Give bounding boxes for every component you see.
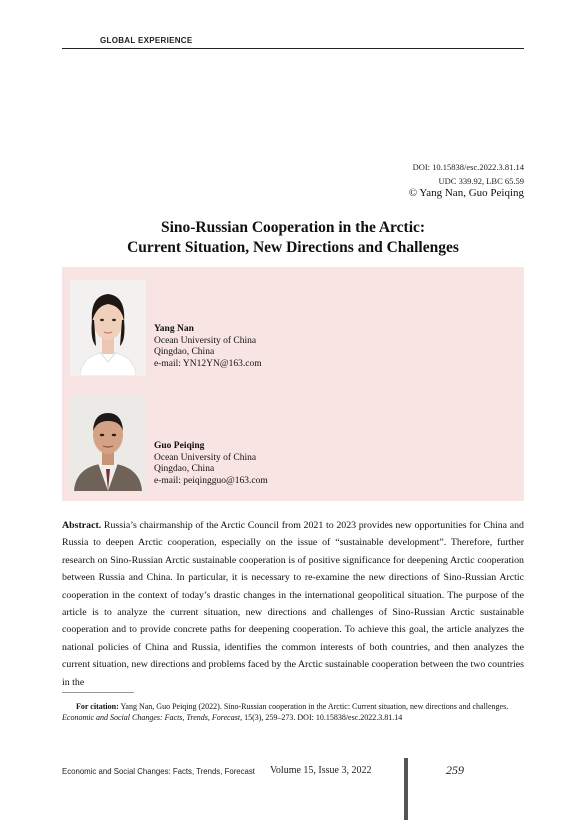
footer-bar bbox=[404, 758, 408, 820]
author-affiliation: Ocean University of China bbox=[154, 335, 257, 346]
page-number: 259 bbox=[446, 763, 464, 777]
section-label: GLOBAL EXPERIENCE bbox=[100, 36, 193, 45]
title-line-1: Sino-Russian Cooperation in the Arctic: bbox=[160, 219, 426, 236]
abstract bbox=[62, 517, 524, 691]
author-email[interactable]: e-mail: peiqingguo@163.com bbox=[154, 475, 268, 486]
title-line-2: Current Situation, New Directions and Challenges bbox=[127, 239, 459, 256]
citation bbox=[62, 701, 524, 723]
copyright: © Yang Nan, Guo Peiqing bbox=[408, 187, 524, 199]
header-divider bbox=[62, 48, 524, 49]
author-name: Guo Peiqing bbox=[154, 441, 205, 451]
author-email[interactable]: e-mail: YN12YN@163.com bbox=[154, 358, 262, 369]
author-photo-yang-nan bbox=[70, 280, 146, 376]
citation-journal: Economic and Social Changes: Facts, Trends, Forecast bbox=[62, 713, 241, 722]
author-info-2 bbox=[154, 441, 268, 487]
author-affiliation: Ocean University of China bbox=[154, 452, 257, 463]
author-name: Yang Nan bbox=[154, 324, 194, 334]
citation-label: For citation: bbox=[76, 702, 119, 711]
citation-post: , 15(3), 259–273. DOI: 10.15838/esc.2022.3.81.14 bbox=[240, 713, 403, 722]
article-title bbox=[62, 218, 524, 258]
footer-journal: Economic and Social Changes: Facts, Trends, Forecast bbox=[62, 766, 255, 776]
footer-volume: Volume 15, Issue 3, 2022 bbox=[270, 765, 372, 776]
author-city: Qingdao, China bbox=[154, 347, 215, 357]
doi: DOI: 10.15838/esc.2022.3.81.14 bbox=[412, 162, 524, 172]
abstract-text: Russia’s chairmanship of the Arctic Council from 2021 to 2023 provides new opportunities for China and Russia to deepen Arctic cooperation, especially on the issue of “sustainable development”. Therefore, further research on Sino-Russian Arctic sustainable cooperation is of positive significance for deepening Arctic cooperation between Russia and China. In particular, it is necessary to re-examine the new directions of Sino-Russian Arctic cooperation in the context of today’s drastic changes in the international geopolitical situation. The purpose of the article is to analyze the current situation, new directions and challenges of Sino-Russian Arctic sustainable cooperation and to provide concrete paths for deepening cooperation. To achieve this goal, the article analyzes the national policies of China and Russia, identifies the common interests of both countries, and then analyzes the current situation, new directions and problems faced by the Arctic sustainable cooperation between the two countries in the bbox=[62, 520, 524, 688]
author-info-1 bbox=[154, 324, 262, 370]
author-photo-guo-peiqing bbox=[70, 395, 146, 491]
footnote-divider bbox=[62, 692, 134, 693]
author-city: Qingdao, China bbox=[154, 464, 215, 474]
udc-lbc: UDC 339.92, LBC 65.59 bbox=[438, 176, 524, 186]
article-identifiers bbox=[413, 160, 524, 188]
abstract-label: Abstract. bbox=[62, 520, 102, 531]
citation-pre: Yang Nan, Guo Peiqing (2022). Sino-Russian cooperation in the Arctic: Current situation, new directions and challenges. bbox=[118, 702, 509, 711]
